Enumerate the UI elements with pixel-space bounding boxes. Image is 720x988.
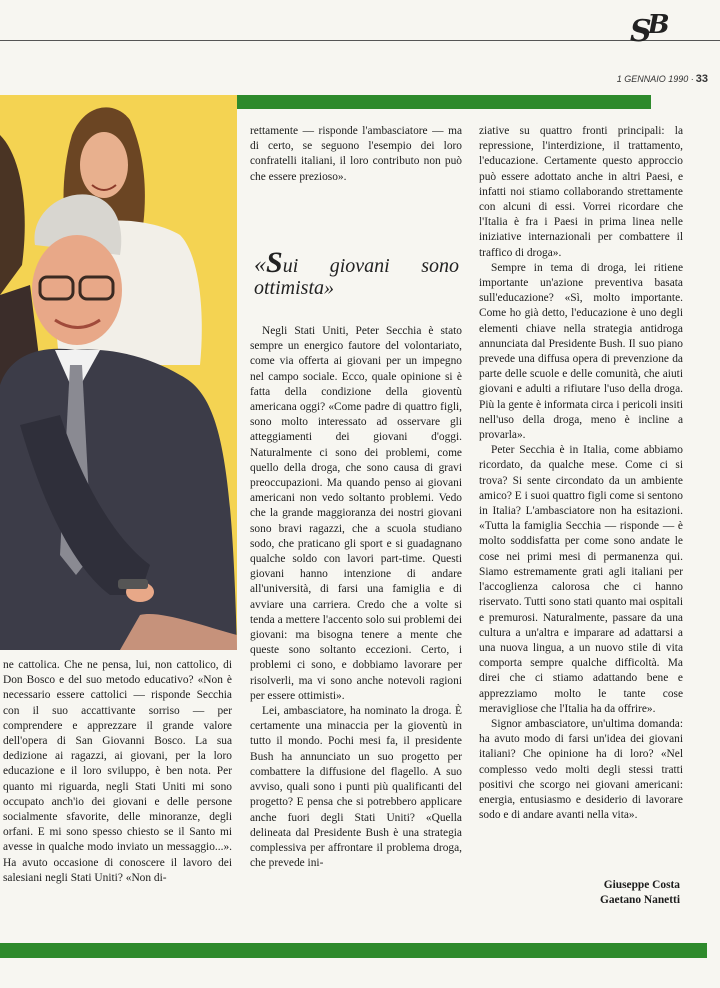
article-column-3 bbox=[479, 124, 683, 823]
article-paragraph: Lei, ambasciatore, ha nominato la droga. È certamente una minaccia per la gioventù in tutto il mondo. Pochi mesi fa, il presidente Bush ha annunciato un suo progetto per combattere la diffusione del flagello. A suo avviso, quali sono i punti più qualificanti del progetto? E pensa che si potrebbero applicare anche fuori degli Stati Uniti? «Quella delineata dal Presidente Bush è una strategia complessiva per affrontare il problema droga, che prevede ini- bbox=[250, 705, 462, 870]
article-paragraph: ne cattolica. Che ne pensa, lui, non cattolico, di Don Bosco e del suo metodo educativo? «Non è necessario essere cattolici — risponde Secchia con il suo accattivante sorriso — per comprendere e apprezzare il grande valore dell'opera di San Giovanni Bosco. La sua dedizione ai ragazzi, ai giovani, per la loro educazione e il loro sviluppo, è ben nota. Per quanto mi riguarda, negli Stati Uniti mi sono occupato anch'io dei giovani e delle persone socialmente sfavorite, delle minoranze, degli orfani. E mi sono spesso chiesto se il Santo mi avesse in qualche modo inviato un messaggio...». Ha avuto occasione di conoscere il lavoro dei salesiani negli Stati Uniti? «Non di- bbox=[3, 659, 232, 884]
article-column-2 bbox=[250, 124, 462, 870]
article-paragraph: Peter Secchia è in Italia, come abbiamo ricordato, da qualche mese. Come ci si trova? Si sente circondato da un ambiente amico? E i suoi quattro figli come si sentono in Italia? L'ambasciatore non ha esitazioni. «Tutta la famiglia Secchia — risponde — è molto soddisfatta per come sono andate le cose nei primi mesi di permanenza qui. Siamo estremamente grati agli italiani per l'accoglienza calorosa che ci hanno riservato. Tutti sono stati quanto mai ospitali e premurosi. Naturalmente, passare da una cultura a un'altra e imparare ad adattarsi a una nuova lingua, a un nuovo stile di vita comporta sempre qualche difficoltà. Ma direi che ci stiamo adattando bene e apprezziamo molto le tante cose meravigliose che l'Italia ha da offrire». bbox=[479, 444, 683, 715]
heading-initial: S bbox=[266, 246, 283, 279]
article-paragraph: Negli Stati Uniti, Peter Secchia è stato sempre un energico fautore del volontariato, come via offerta ai giovani per un impegno nel campo sociale. Ecco, quale opinione si è fatta della condizione della gioventù americana oggi? «Come padre di quattro figli, sono molto interessato ad osservare gli atteggiamenti dei giovani d'oggi. Naturalmente ci sono dei problemi, come quello della droga, che sono causa di gravi preoccupazioni. Ma quando penso ai giovani americani non vedo soltanto problemi. Vedo che la grande maggioranza dei nostri giovani sono bravi ragazzi, che a scuola studiano sodo, che praticano gli sport e si guadagnano qualche soldo con lavori part-time. Questi giovani hanno intenzione di andare all'università, di farsi una famiglia e di avviare una carriera. Credo che a volte si tenda a mettere l'accento solo sui problemi dei giovani: ma bisogna tenere a mente che queste sono soltanto eccezioni. Certo, i problemi ci sono, e dobbiamo lavorare per risolverli, ma vi sono anche notevoli ragioni per essere ottimisti». bbox=[250, 325, 462, 702]
article-column-1 bbox=[3, 658, 232, 886]
heading-open-quote: « bbox=[254, 252, 266, 278]
issue-date: 1 GENNAIO 1990 · bbox=[616, 74, 694, 84]
article-paragraph: Signor ambasciatore, un'ultima domanda: ha avuto modo di farsi un'idea dei giovani italiani? Che opinione ha di loro? «Nel complesso vedo molti degli stessi tratti positivi che scorgo nei giovani americani: energia, entusiasmo e desiderio di lavorare sodo e di andare avanti nella vita». bbox=[479, 717, 683, 822]
green-bar-bottom bbox=[0, 943, 707, 958]
author-name: Giuseppe Costa bbox=[603, 879, 680, 891]
logo-letter-b: B bbox=[647, 10, 670, 40]
article-subheading bbox=[254, 246, 459, 299]
top-rule bbox=[0, 40, 720, 41]
page-number: 33 bbox=[695, 73, 708, 85]
article-paragraph: Sempre in tema di droga, lei ritiene importante un'azione preventiva basata sull'educazione? «Sì, molto importante. Come ho già detto, l'educazione è uno degli elementi chiave nella strategia antidroga annunciata dal Presidente Bush. Il suo piano prevede una diffusa opera di prevenzione da parte delle scuole e delle comunità, che aiuti giovani e adulti a rifiutare l'uso della droga. Più la gente è informata circa i pericoli insiti nell'uso della droga, meno è incline a provarla». bbox=[479, 261, 683, 442]
heading-text: ui giovani sono ottimista» bbox=[254, 255, 459, 299]
article-paragraph: rettamente — risponde l'ambasciatore — ma di certo, se seguono l'esempio dei loro confratelli italiani, il loro contributo non può che essere prezioso». bbox=[250, 125, 462, 183]
logo-letter-s: S bbox=[630, 14, 652, 49]
magazine-logo bbox=[630, 10, 670, 49]
article-paragraph: ziative su quattro fronti principali: la repressione, l'interdizione, il trattamento, l'educazione. Certamente questo approccio può essere adottato anche in altri Paesi, e infatti noi stiamo collaborando strettamente con alcuni di essi. Vorrei ricordare che l'Italia è fra i Paesi in prima linea nelle iniziative internazionali per combattere il traffico di droga». bbox=[479, 125, 683, 259]
article-authors bbox=[520, 878, 680, 908]
article-photo bbox=[0, 95, 237, 650]
author-name: Gaetano Nanetti bbox=[599, 894, 680, 906]
issue-date-line bbox=[617, 73, 708, 85]
photo-illustration bbox=[0, 95, 237, 650]
green-bar-top bbox=[237, 95, 651, 109]
article-column-2-body bbox=[250, 324, 462, 871]
